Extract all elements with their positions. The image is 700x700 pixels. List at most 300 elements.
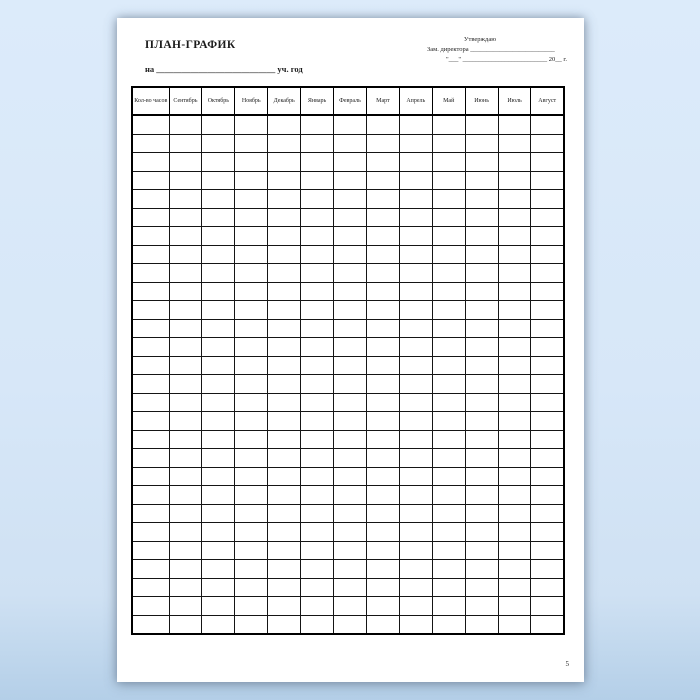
table-row [132,227,564,246]
empty-cell [169,523,202,542]
empty-cell [432,393,465,412]
empty-cell [366,504,399,523]
empty-cell [399,319,432,338]
empty-cell [132,449,169,468]
empty-cell [169,134,202,153]
empty-cell [202,115,235,134]
column-header: Апрель [399,87,432,115]
empty-cell [132,578,169,597]
empty-cell [366,412,399,431]
empty-cell [235,338,268,357]
empty-cell [432,115,465,134]
empty-cell [465,208,498,227]
empty-cell [432,319,465,338]
empty-cell [334,264,367,283]
empty-cell [432,486,465,505]
table-row [132,301,564,320]
empty-cell [132,541,169,560]
empty-cell [465,412,498,431]
empty-cell [498,153,531,172]
empty-cell [268,560,301,579]
empty-cell [531,245,564,264]
empty-cell [432,227,465,246]
empty-cell [498,449,531,468]
table-row [132,449,564,468]
empty-cell [366,430,399,449]
table-row [132,319,564,338]
table-row [132,356,564,375]
table-row [132,504,564,523]
empty-cell [301,541,334,560]
empty-cell [465,171,498,190]
empty-cell [399,375,432,394]
empty-cell [235,560,268,579]
empty-cell [301,338,334,357]
empty-cell [235,171,268,190]
empty-cell [366,560,399,579]
page-title: ПЛАН-ГРАФИК [145,39,236,51]
empty-cell [301,578,334,597]
empty-cell [498,541,531,560]
empty-cell [366,227,399,246]
table-row [132,467,564,486]
empty-cell [169,449,202,468]
empty-cell [465,282,498,301]
empty-cell [268,301,301,320]
empty-cell [531,171,564,190]
empty-cell [334,578,367,597]
empty-cell [432,282,465,301]
column-header: Декабрь [268,87,301,115]
empty-cell [169,264,202,283]
empty-cell [465,301,498,320]
empty-cell [268,430,301,449]
empty-cell [432,430,465,449]
empty-cell [268,449,301,468]
empty-cell [334,412,367,431]
empty-cell [268,338,301,357]
empty-cell [132,393,169,412]
empty-cell [268,467,301,486]
empty-cell [202,245,235,264]
empty-cell [465,227,498,246]
column-header: Октябрь [202,87,235,115]
empty-cell [432,504,465,523]
empty-cell [531,393,564,412]
empty-cell [498,338,531,357]
column-header: Март [366,87,399,115]
empty-cell [132,282,169,301]
empty-cell [202,541,235,560]
empty-cell [169,393,202,412]
empty-cell [235,541,268,560]
empty-cell [235,264,268,283]
empty-cell [432,134,465,153]
empty-cell [399,560,432,579]
document-page [117,18,584,682]
empty-cell [399,412,432,431]
empty-cell [169,412,202,431]
empty-cell [202,301,235,320]
empty-cell [432,449,465,468]
empty-cell [399,356,432,375]
empty-cell [301,504,334,523]
empty-cell [268,134,301,153]
empty-cell [465,153,498,172]
empty-cell [334,560,367,579]
empty-cell [531,227,564,246]
empty-cell [465,541,498,560]
empty-cell [498,190,531,209]
empty-cell [399,282,432,301]
empty-cell [334,486,367,505]
empty-cell [301,245,334,264]
empty-cell [334,356,367,375]
empty-cell [498,282,531,301]
column-header: Август [531,87,564,115]
column-header: Сентябрь [169,87,202,115]
empty-cell [169,227,202,246]
empty-cell [132,301,169,320]
table-row [132,430,564,449]
empty-cell [399,245,432,264]
empty-cell [301,227,334,246]
empty-cell [301,301,334,320]
empty-cell [399,301,432,320]
empty-cell [334,597,367,616]
empty-cell [432,467,465,486]
table-row [132,560,564,579]
empty-cell [132,338,169,357]
empty-cell [366,597,399,616]
empty-cell [235,486,268,505]
empty-cell [334,190,367,209]
empty-cell [334,504,367,523]
year-suffix: уч. год [277,64,303,74]
empty-cell [432,301,465,320]
empty-cell [268,578,301,597]
table-row [132,282,564,301]
empty-cell [132,245,169,264]
column-header: Ноябрь [235,87,268,115]
empty-cell [268,412,301,431]
column-header: Май [432,87,465,115]
empty-cell [202,504,235,523]
empty-cell [235,393,268,412]
empty-cell [169,578,202,597]
empty-cell [531,356,564,375]
empty-cell [202,412,235,431]
empty-cell [301,560,334,579]
table-row [132,264,564,283]
empty-cell [132,504,169,523]
empty-cell [465,430,498,449]
empty-cell [202,375,235,394]
empty-cell [235,208,268,227]
empty-cell [132,615,169,634]
table-row [132,245,564,264]
empty-cell [465,190,498,209]
empty-cell [202,467,235,486]
empty-cell [132,467,169,486]
empty-cell [202,134,235,153]
empty-cell [399,153,432,172]
empty-cell [399,467,432,486]
empty-cell [531,467,564,486]
empty-cell [301,615,334,634]
empty-cell [202,227,235,246]
empty-cell [465,264,498,283]
empty-cell [235,282,268,301]
empty-cell [301,356,334,375]
empty-cell [432,578,465,597]
empty-cell [301,264,334,283]
empty-cell [465,615,498,634]
empty-cell [498,430,531,449]
empty-cell [268,208,301,227]
empty-cell [301,115,334,134]
empty-cell [202,319,235,338]
empty-cell [132,134,169,153]
empty-cell [531,597,564,616]
signer-label: Зам. директора [427,46,469,53]
empty-cell [399,430,432,449]
empty-cell [334,523,367,542]
column-header: Июль [498,87,531,115]
empty-cell [399,615,432,634]
empty-cell [334,301,367,320]
empty-cell [465,115,498,134]
empty-cell [498,393,531,412]
table-row [132,615,564,634]
year-prefix: на [145,64,155,74]
empty-cell [399,208,432,227]
empty-cell [169,504,202,523]
empty-cell [399,504,432,523]
empty-cell [432,190,465,209]
empty-cell [202,430,235,449]
empty-cell [366,338,399,357]
empty-cell [366,264,399,283]
empty-cell [268,523,301,542]
empty-cell [301,449,334,468]
empty-cell [432,338,465,357]
empty-cell [366,319,399,338]
empty-cell [169,338,202,357]
table-row [132,541,564,560]
empty-cell [268,615,301,634]
empty-cell [169,467,202,486]
year-blank-line: ____________________________ [156,64,276,74]
empty-cell [498,264,531,283]
empty-cell [235,615,268,634]
empty-cell [399,449,432,468]
empty-cell [334,467,367,486]
empty-cell [334,245,367,264]
empty-cell [399,541,432,560]
empty-cell [531,578,564,597]
empty-cell [432,523,465,542]
empty-cell [432,560,465,579]
empty-cell [498,467,531,486]
empty-cell [268,541,301,560]
empty-cell [268,356,301,375]
empty-cell [465,245,498,264]
empty-cell [531,430,564,449]
empty-cell [399,523,432,542]
empty-cell [235,430,268,449]
empty-cell [132,264,169,283]
empty-cell [235,597,268,616]
empty-cell [465,504,498,523]
empty-cell [366,153,399,172]
empty-cell [169,301,202,320]
empty-cell [498,615,531,634]
empty-cell [334,338,367,357]
empty-cell [301,412,334,431]
empty-cell [334,615,367,634]
table-body [132,115,564,634]
empty-cell [268,282,301,301]
approval-date-line: "___" __________________________ 20__ г. [446,56,567,63]
empty-cell [235,301,268,320]
empty-cell [169,560,202,579]
table-row [132,208,564,227]
empty-cell [465,523,498,542]
empty-cell [531,486,564,505]
column-header: Кол-во часов [132,87,169,115]
empty-cell [432,356,465,375]
empty-cell [235,227,268,246]
empty-cell [235,504,268,523]
empty-cell [498,356,531,375]
table-row [132,190,564,209]
empty-cell [301,375,334,394]
empty-cell [498,560,531,579]
empty-cell [399,578,432,597]
empty-cell [202,615,235,634]
empty-cell [268,115,301,134]
empty-cell [366,467,399,486]
table-row [132,338,564,357]
empty-cell [235,153,268,172]
empty-cell [399,190,432,209]
empty-cell [301,523,334,542]
empty-cell [498,597,531,616]
empty-cell [132,523,169,542]
empty-cell [531,319,564,338]
approval-block [418,35,570,65]
empty-cell [268,597,301,616]
empty-cell [432,264,465,283]
empty-cell [432,153,465,172]
empty-cell [202,597,235,616]
empty-cell [531,541,564,560]
empty-cell [301,319,334,338]
empty-cell [132,597,169,616]
empty-cell [132,115,169,134]
empty-cell [268,171,301,190]
empty-cell [531,282,564,301]
empty-cell [169,430,202,449]
empty-cell [202,190,235,209]
empty-cell [531,449,564,468]
table-row [132,578,564,597]
empty-cell [235,356,268,375]
empty-cell [465,375,498,394]
empty-cell [169,153,202,172]
empty-cell [235,523,268,542]
empty-cell [132,430,169,449]
empty-cell [334,115,367,134]
empty-cell [268,245,301,264]
empty-cell [366,393,399,412]
empty-cell [202,393,235,412]
empty-cell [531,375,564,394]
empty-cell [498,171,531,190]
empty-cell [498,578,531,597]
empty-cell [334,134,367,153]
empty-cell [235,115,268,134]
empty-cell [132,356,169,375]
empty-cell [268,486,301,505]
empty-cell [169,245,202,264]
academic-year-line [145,64,303,74]
empty-cell [169,282,202,301]
empty-cell [366,356,399,375]
empty-cell [399,115,432,134]
empty-cell [432,541,465,560]
empty-cell [202,338,235,357]
empty-cell [399,227,432,246]
empty-cell [301,208,334,227]
empty-cell [531,134,564,153]
empty-cell [132,208,169,227]
empty-cell [531,338,564,357]
table-row [132,523,564,542]
empty-cell [132,319,169,338]
approval-label: Утверждаю [463,36,497,43]
empty-cell [334,541,367,560]
empty-cell [268,190,301,209]
empty-cell [202,560,235,579]
empty-cell [202,449,235,468]
empty-cell [169,615,202,634]
empty-cell [465,356,498,375]
empty-cell [465,134,498,153]
table-row [132,412,564,431]
empty-cell [301,153,334,172]
empty-cell [465,597,498,616]
empty-cell [432,245,465,264]
empty-cell [235,449,268,468]
empty-cell [235,467,268,486]
empty-cell [169,375,202,394]
empty-cell [132,560,169,579]
empty-cell [169,486,202,505]
empty-cell [465,578,498,597]
table-row [132,393,564,412]
empty-cell [498,227,531,246]
table-row [132,115,564,134]
empty-cell [301,597,334,616]
empty-cell [366,171,399,190]
column-header: Февраль [334,87,367,115]
empty-cell [301,486,334,505]
empty-cell [531,523,564,542]
empty-cell [301,171,334,190]
empty-cell [334,208,367,227]
